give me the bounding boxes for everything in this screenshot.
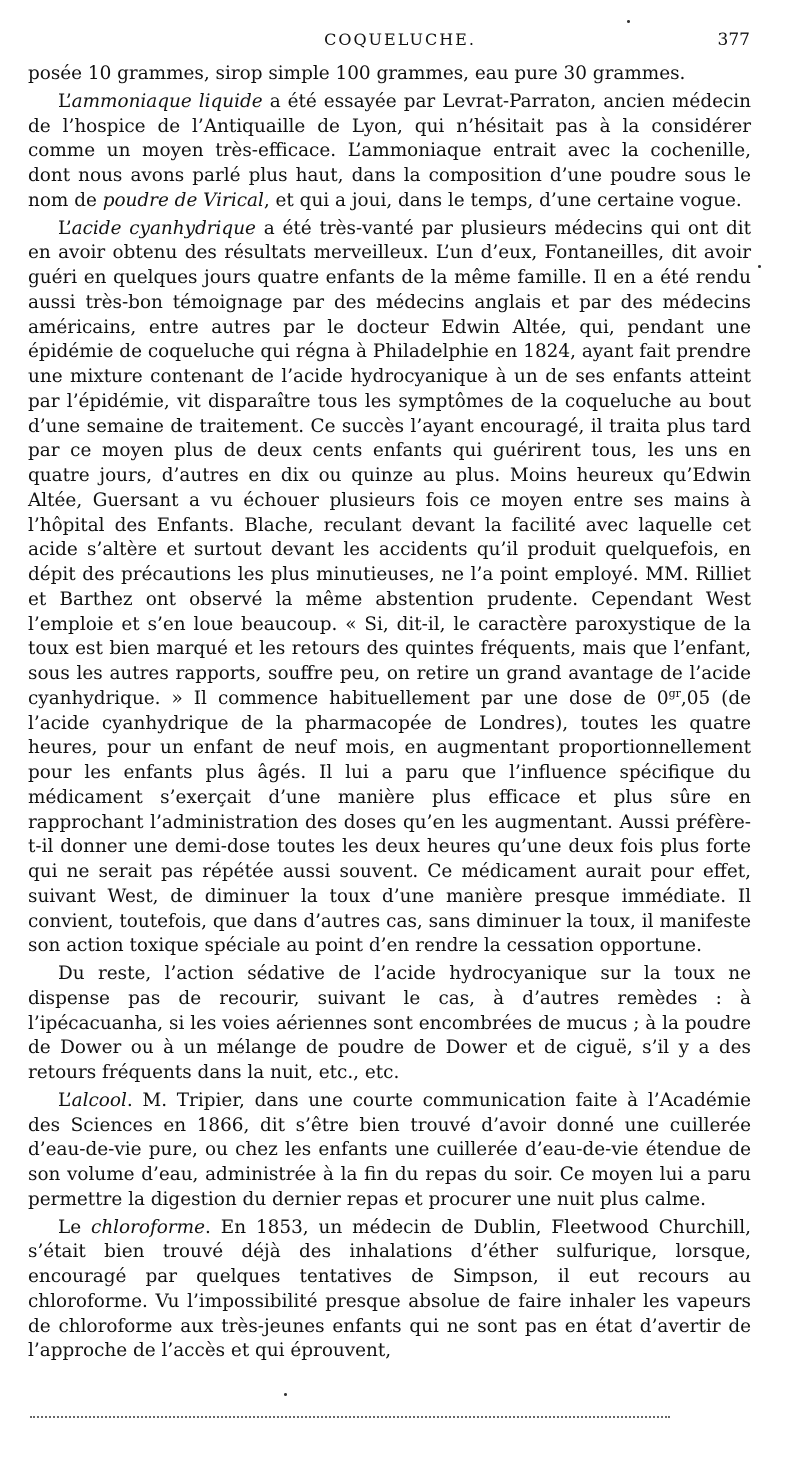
italic-term: chloroforme [91, 1216, 205, 1238]
text-segment: Du reste, l’action sédative de l’acide hydrocyanique sur la toux ne dispense pas de recourir, suivant le cas, à d’autres remèdes : à l’ipécacuanha, si les voies aériennes sont encombrées de mucus ; à la poudre de Dower ou à un mélange de poudre de Dower et de ciguë, s’il y a des retours fréquents dans la nuit, etc., etc. [28, 963, 751, 1083]
page-number: 377 [717, 30, 750, 50]
text-segment: a été très-vanté par plusieurs médecins qui ont dit en avoir obtenu des résultats merveilleux. L’un d’eux, Fontaneilles, dit avoir guéri en quelques jours quatre enfants de la même famille. Il en a été rendu aussi très-bon témoignage par des médecins anglais et par des médecins américains, entre autres par le docteur Edwin Altée, qui, pendant une épidémie de coqueluche qui régna à Philadelphie en 1824, ayant fait prendre une mixture contenant de l’acide hydrocyanique à un de ses enfants atteint par l’épidémie, vit disparaître tous les symptômes de la coqueluche au bout d’une semaine de traitement. Ce succès l’ayant encouragé, il traita plus tard par ce moyen plus de deux cents enfants qui guérirent tous, les uns en quatre jours, d’autres en dix ou quinze au plus. Moins heureux qu’Edwin Altée, Guersant a vu échouer plusieurs fois ce moyen entre ses mains à l’hôpital des Enfants. Blache, reculant devant la facilité avec laquelle cet acide s’altère et surtout devant les accidents qu’il produit quelquefois, en dépit des précautions les plus minutieuses, ne l’a point employé. MM. Rilliet et Barthez ont observé la même abstention prudente. Cependant West l’emploie et s’en loue beaucoup. « Si, dit-il, le caractère paroxystique de la toux est bien marqué et les retours des quintes fréquents, mais que l’enfant, sous les autres rapports, souffre peu, on retire un grand avantage de l’acide cyanhydrique. » Il commence habituellement par une dose de 0 [28, 217, 751, 709]
footer-rule [30, 1416, 670, 1418]
italic-term: acide cyanhydrique [71, 217, 256, 239]
text-segment: L’ [58, 90, 72, 112]
paragraph [28, 1089, 751, 1213]
body-text [28, 62, 751, 1364]
ink-speck [627, 20, 630, 23]
paragraph [28, 217, 751, 960]
italic-term: alcool [71, 1089, 127, 1111]
text-segment: a été essayée par Levrat-Parraton, ancien médecin de l’hospice de l’Antiquaille de Lyon, qui n’hésitait pas à la considérer comme un moyen très-efficace. L’ammoniaque entrait avec la cochenille, dont nous avons parlé plus haut, dans la composition d’une poudre sous le nom de [28, 90, 751, 211]
page-header [50, 30, 750, 54]
text-segment: . En 1853, un médecin de Dublin, Fleetwood Churchill, s’était bien trouvé déjà des inhalations d’éther sulfurique, lorsque, encouragé par quelques tentatives de Simpson, il eut recours au chloroforme. Vu l’impossibilité presque absolue de faire inhaler les vapeurs de chloroforme aux très-jeunes enfants qui ne sont pas en état d’avertir de l’approche de l’accès et qui éprouvent, [28, 1216, 751, 1362]
text-segment: posée 10 grammes, sirop simple 100 grammes, eau pure 30 grammes. [28, 63, 686, 84]
superscript-text: gr [668, 686, 681, 700]
running-title: COQUELUCHE. [324, 30, 476, 49]
italic-term: poudre de Virical [102, 189, 264, 211]
paragraph [28, 1216, 751, 1365]
italic-term: ammoniaque liquide [71, 90, 263, 112]
text-segment: ,05 (de l’acide cyanhydrique de la pharmacopée de Londres), toutes les quatre heures, pour un enfant de neuf mois, en augmentant proportionnellement pour les enfants plus âgés. Il lui a paru que l’influence spécifique du médicament s’exerçait d’une manière plus efficace et plus sûre en rapprochant l’administration des doses qu’en les augmentant. Aussi préfère-t-il donner une demi-dose toutes les deux heures qu’une deux fois plus forte qui ne serait pas répétée aussi souvent. Ce médicament aurait pour effet, suivant West, de diminuer la toux d’une manière presque immédiate. Il convient, toutefois, que dans d’autres cas, sans diminuer la toux, il manifeste son action toxique spéciale au point d’en rendre la cessation opportune. [28, 687, 751, 957]
text-segment: . M. Tripier, dans une courte communication faite à l’Académie des Sciences en 1866, dit s’être bien trouvé d’avoir donné une cuillerée d’eau-de-vie pure, ou chez les enfants une cuillerée d’eau-de-vie étendue de son volume d’eau, administrée à la fin du repas du soir. Ce moyen lui a paru permettre la digestion du dernier repas et procurer une nuit plus calme. [28, 1089, 751, 1210]
text-segment: L’ [58, 217, 72, 239]
paragraph [28, 62, 751, 87]
text-segment: , et qui a joui, dans le temps, d’une certaine vogue. [263, 189, 742, 211]
text-segment: Le [58, 1216, 92, 1238]
paragraph [28, 962, 751, 1086]
text-segment: L’ [58, 1089, 72, 1111]
ink-speck [758, 265, 761, 268]
paragraph [28, 90, 751, 214]
ink-speck [284, 1393, 287, 1396]
